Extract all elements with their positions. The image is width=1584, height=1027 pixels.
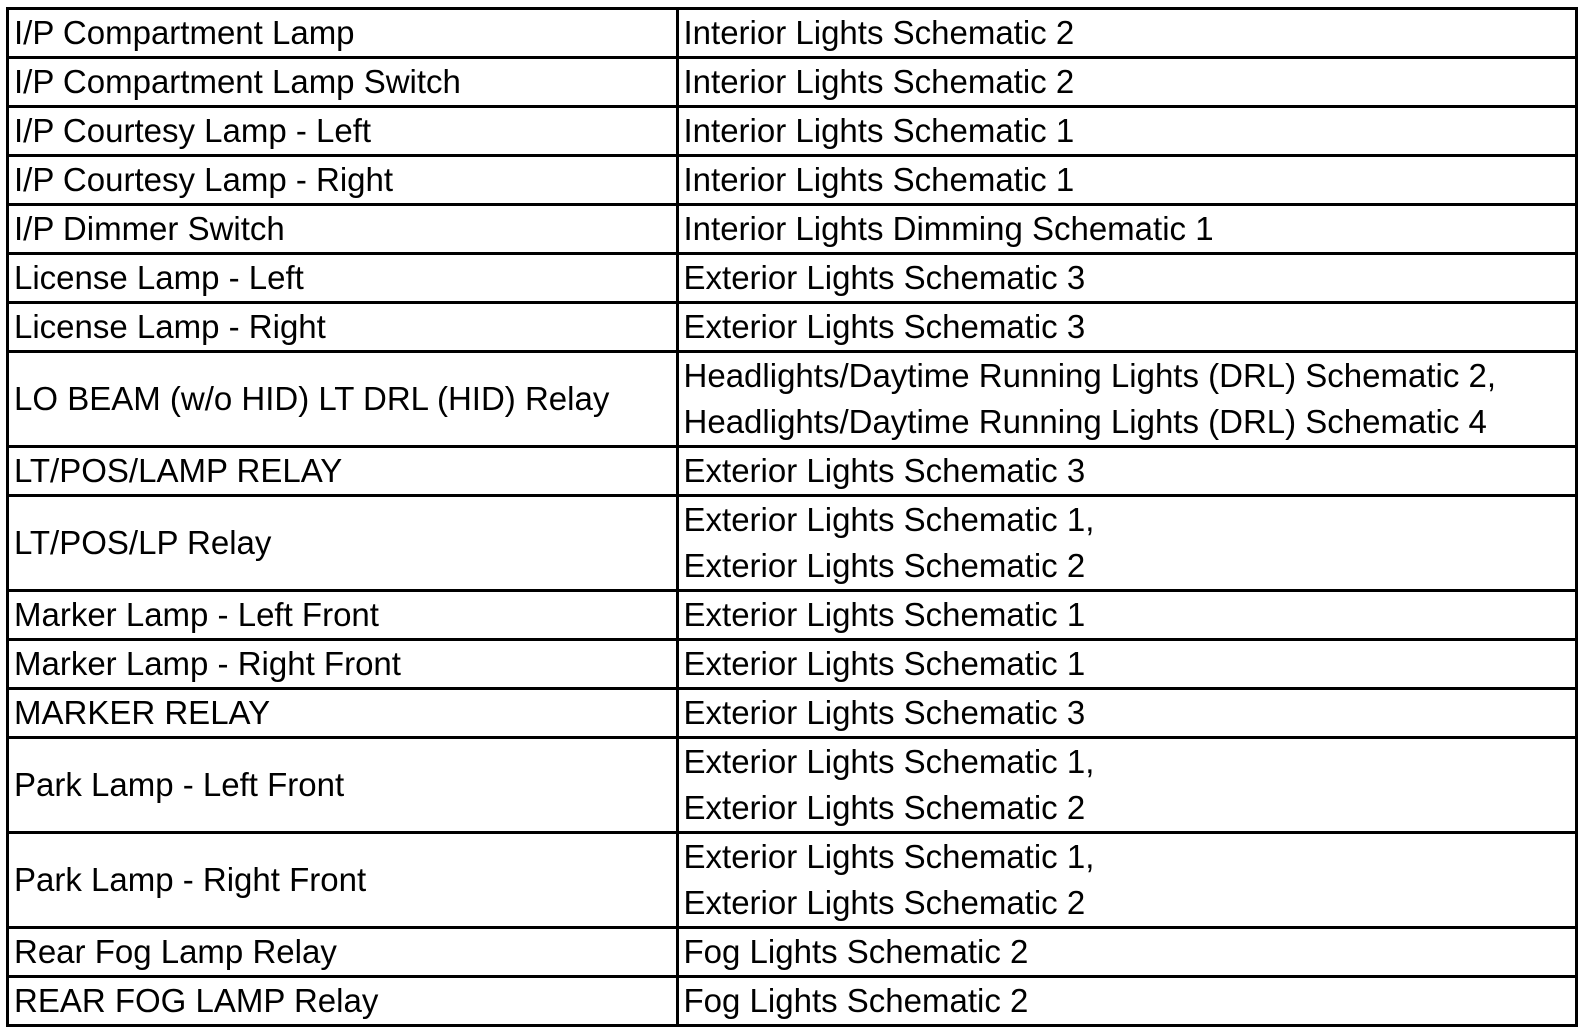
component-location-table <box>6 7 1578 1027</box>
table-row <box>8 496 1577 591</box>
schematic-location-cell <box>677 9 1576 58</box>
component-name-cell: MARKER RELAY <box>8 689 678 738</box>
component-name-cell: I/P Compartment Lamp <box>8 9 678 58</box>
schematic-location-cell <box>677 352 1576 447</box>
component-name-cell: I/P Compartment Lamp Switch <box>8 58 678 107</box>
table-row <box>8 254 1577 303</box>
table-row <box>8 833 1577 928</box>
table-row <box>8 156 1577 205</box>
component-name-cell: Park Lamp - Left Front <box>8 738 678 833</box>
schematic-reference: Interior Lights Schematic 1 <box>683 161 1075 198</box>
table-row <box>8 447 1577 496</box>
table-row <box>8 9 1577 58</box>
schematic-location-cell <box>677 591 1576 640</box>
schematic-reference: Interior Lights Schematic 2 <box>683 14 1075 51</box>
schematic-reference: Exterior Lights Schematic 3 <box>683 452 1086 489</box>
table-row <box>8 303 1577 352</box>
table-body <box>8 9 1577 1026</box>
component-name-cell: Park Lamp - Right Front <box>8 833 678 928</box>
schematic-reference: Interior Lights Dimming Schematic 1 <box>683 210 1214 247</box>
schematic-location-cell <box>677 303 1576 352</box>
schematic-reference: Fog Lights Schematic 2 <box>683 933 1029 970</box>
table-row <box>8 58 1577 107</box>
schematic-reference: Headlights/Daytime Running Lights (DRL) Schematic 2, <box>683 357 1497 394</box>
schematic-location-cell <box>677 254 1576 303</box>
schematic-reference: Exterior Lights Schematic 2 <box>683 547 1086 584</box>
schematic-location-cell <box>677 977 1576 1026</box>
schematic-reference: Interior Lights Schematic 1 <box>683 112 1075 149</box>
schematic-reference: Exterior Lights Schematic 3 <box>683 694 1086 731</box>
schematic-location-cell <box>677 496 1576 591</box>
table-row <box>8 738 1577 833</box>
schematic-location-cell <box>677 928 1576 977</box>
schematic-reference: Exterior Lights Schematic 3 <box>683 259 1086 296</box>
schematic-location-cell <box>677 447 1576 496</box>
schematic-reference: Fog Lights Schematic 2 <box>683 982 1029 1019</box>
table-row <box>8 928 1577 977</box>
schematic-location-cell <box>677 738 1576 833</box>
table-row <box>8 107 1577 156</box>
schematic-location-cell <box>677 107 1576 156</box>
component-name-cell: I/P Courtesy Lamp - Right <box>8 156 678 205</box>
table-row <box>8 640 1577 689</box>
schematic-reference: Exterior Lights Schematic 3 <box>683 308 1086 345</box>
component-name-cell: LT/POS/LAMP RELAY <box>8 447 678 496</box>
schematic-reference: Exterior Lights Schematic 2 <box>683 884 1086 921</box>
component-name-cell: Marker Lamp - Right Front <box>8 640 678 689</box>
schematic-reference: Exterior Lights Schematic 1, <box>683 501 1095 538</box>
schematic-reference: Interior Lights Schematic 2 <box>683 63 1075 100</box>
component-name-cell: Marker Lamp - Left Front <box>8 591 678 640</box>
component-name-cell: REAR FOG LAMP Relay <box>8 977 678 1026</box>
component-name-cell: LT/POS/LP Relay <box>8 496 678 591</box>
schematic-reference: Exterior Lights Schematic 1 <box>683 596 1086 633</box>
component-name-cell: License Lamp - Left <box>8 254 678 303</box>
component-name-cell: Rear Fog Lamp Relay <box>8 928 678 977</box>
table-row <box>8 352 1577 447</box>
schematic-location-cell <box>677 58 1576 107</box>
component-name-cell: I/P Courtesy Lamp - Left <box>8 107 678 156</box>
schematic-reference: Exterior Lights Schematic 1, <box>683 743 1095 780</box>
schematic-location-cell <box>677 689 1576 738</box>
schematic-location-cell <box>677 640 1576 689</box>
schematic-reference: Exterior Lights Schematic 1 <box>683 645 1086 682</box>
table-row <box>8 977 1577 1026</box>
schematic-reference: Exterior Lights Schematic 2 <box>683 789 1086 826</box>
schematic-location-cell <box>677 205 1576 254</box>
schematic-location-cell <box>677 156 1576 205</box>
component-name-cell: License Lamp - Right <box>8 303 678 352</box>
schematic-reference: Headlights/Daytime Running Lights (DRL) Schematic 4 <box>683 403 1487 440</box>
table-row <box>8 689 1577 738</box>
schematic-reference: Exterior Lights Schematic 1, <box>683 838 1095 875</box>
schematic-location-cell <box>677 833 1576 928</box>
table-row <box>8 205 1577 254</box>
component-name-cell: I/P Dimmer Switch <box>8 205 678 254</box>
component-name-cell: LO BEAM (w/o HID) LT DRL (HID) Relay <box>8 352 678 447</box>
table-row <box>8 591 1577 640</box>
